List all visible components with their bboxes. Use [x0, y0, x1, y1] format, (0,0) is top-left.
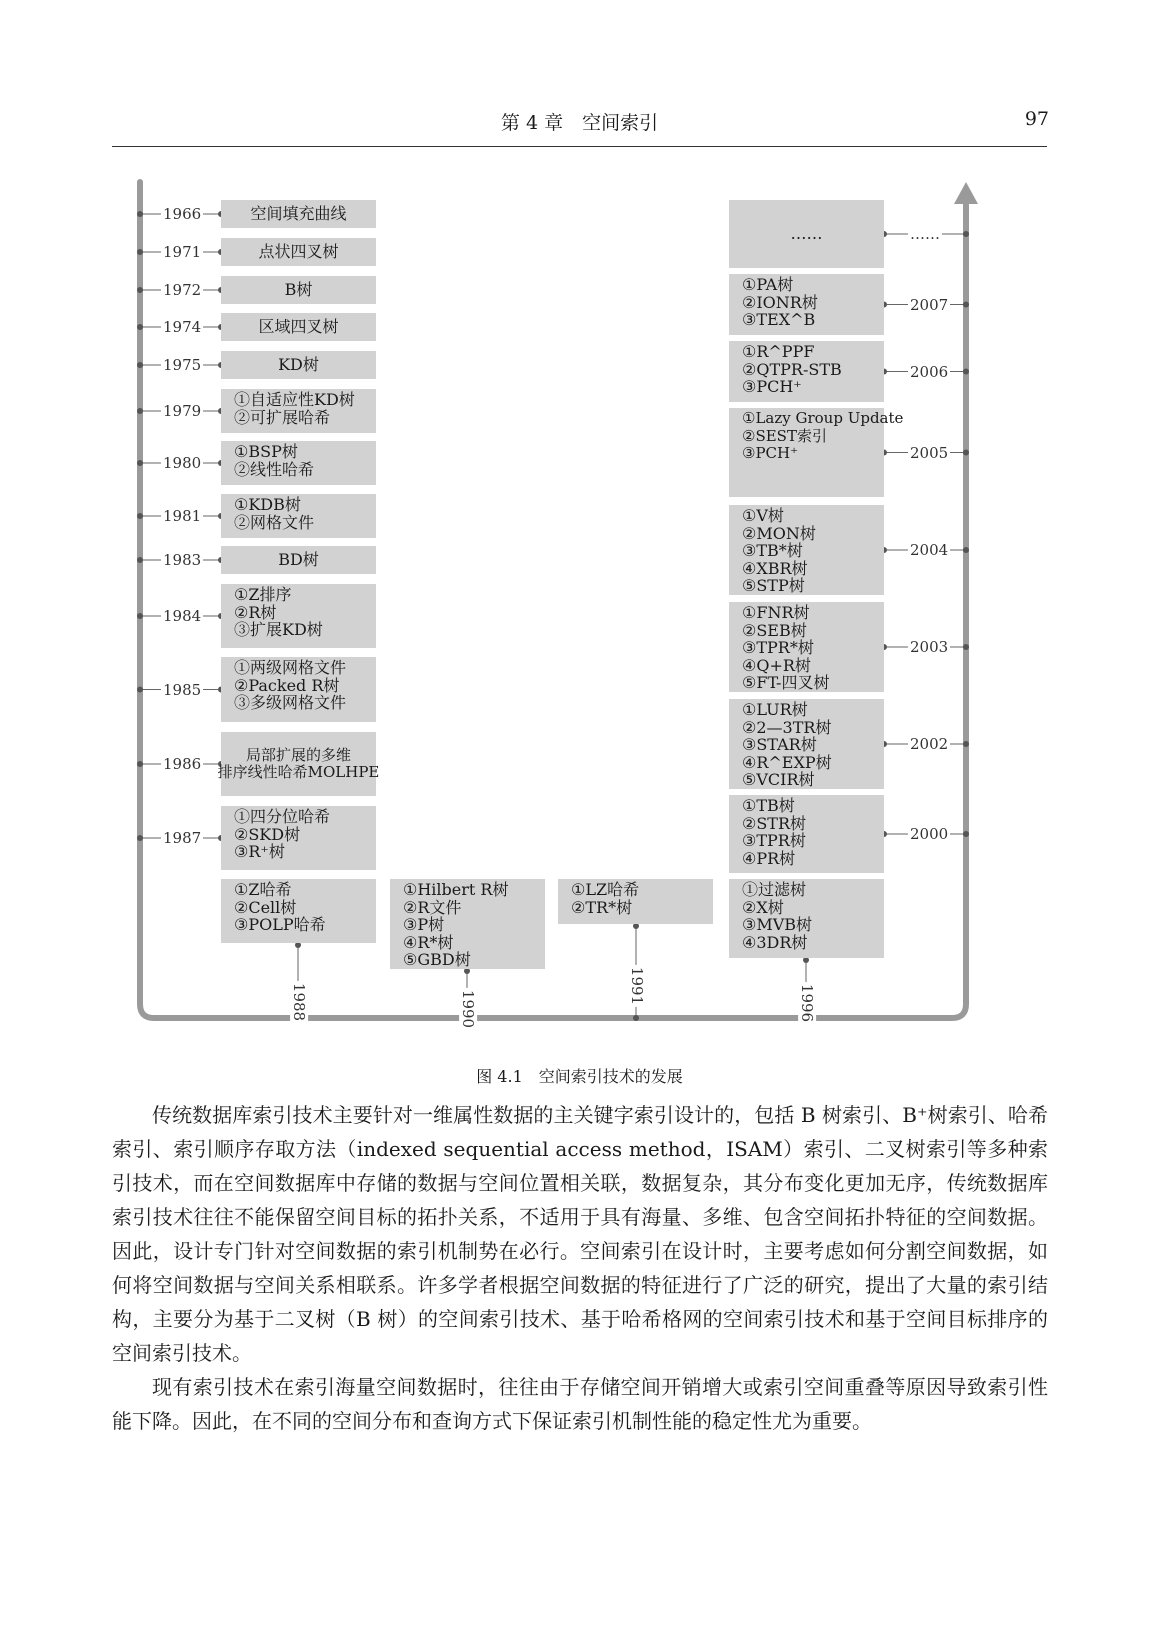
timeline-box-1979: [221, 389, 376, 433]
box-line: ……: [790, 224, 823, 244]
box-line: ③PCH⁺: [742, 377, 802, 396]
year-label-1972: 1972: [163, 281, 202, 299]
box-line: ②可扩展哈希: [234, 407, 331, 427]
box-line: ①TB树: [742, 796, 795, 815]
timeline-box-2004: [729, 505, 884, 595]
box-line: ①FNR树: [742, 603, 810, 622]
box-line: 区域四叉树: [258, 317, 339, 337]
tick-dot: [963, 302, 969, 308]
box-line: ①过滤树: [742, 880, 807, 899]
year-label-1983: 1983: [163, 551, 202, 569]
year-label-1966: 1966: [163, 205, 202, 223]
box-line: ②线性哈希: [234, 459, 315, 479]
tick-dot: [137, 460, 143, 466]
tick-dot: [137, 761, 143, 767]
box-line: 排序线性哈希MOLHPE: [217, 763, 380, 781]
box-line: ⑤GBD树: [403, 950, 471, 969]
box-line: ④3DR树: [742, 932, 808, 952]
tick-dot: [137, 687, 143, 693]
timeline-box-1990: [390, 879, 545, 969]
timeline-box-more: [729, 200, 884, 268]
tick-dot: [963, 644, 969, 650]
box-line: ②X树: [742, 897, 784, 917]
year-label-2004: 2004: [910, 541, 949, 559]
year-label-1974: 1974: [163, 318, 202, 336]
box-line: ④R*树: [403, 932, 454, 952]
timeline-box-1984: [221, 584, 376, 648]
year-label-2000: 2000: [910, 825, 949, 843]
box-line: 空间填充曲线: [250, 204, 347, 224]
box-line: ②SEB树: [742, 620, 807, 640]
timeline-box-2005: [729, 408, 904, 497]
box-line: KD树: [278, 355, 319, 375]
tick-dot: [963, 231, 969, 237]
box-line: BD树: [278, 550, 319, 570]
box-line: ①Lazy Group Update: [742, 409, 904, 427]
figure-caption: 图 4.1 空间索引技术的发展: [476, 1067, 683, 1086]
timeline-box-2003: [729, 602, 884, 692]
box-line: ④PR树: [742, 848, 796, 868]
timeline-box-2000: [729, 795, 884, 873]
year-label-2003: 2003: [910, 638, 949, 656]
box-line: ①PA树: [742, 275, 794, 294]
timeline-box-1966: [221, 200, 376, 228]
box-line: ②TR*树: [571, 897, 633, 917]
box-line: ⑤VCIR树: [742, 770, 815, 789]
box-line: ②2—3TR树: [742, 717, 832, 737]
box-line: ①两级网格文件: [234, 658, 347, 677]
timeline-box-1987: [221, 806, 376, 870]
body-text: [112, 1098, 1048, 1438]
box-line: B树: [284, 280, 313, 300]
box-line: ①四分位哈希: [234, 807, 331, 826]
box-line: ②Packed R树: [234, 675, 340, 695]
box-line: ①Z哈希: [234, 880, 292, 899]
year-label-1991: 1991: [628, 966, 647, 1006]
box-line: ③POLP哈希: [234, 915, 326, 934]
year-label-1979: 1979: [163, 402, 202, 420]
tick-dot: [137, 613, 143, 619]
year-label-2007: 2007: [910, 295, 949, 314]
year-label-1986: 1986: [163, 755, 202, 773]
box-line: ②网格文件: [234, 512, 315, 532]
year-label-1990: 1990: [459, 989, 478, 1028]
tick-dot: [137, 211, 143, 217]
box-line: ①KDB树: [234, 495, 301, 514]
box-line: ③TPR*树: [742, 638, 814, 657]
box-line: ⑤STP树: [742, 576, 805, 595]
year-label-1988: 1988: [290, 982, 309, 1021]
year-label-1996: 1996: [798, 983, 817, 1023]
paragraph-1: 传统数据库索引技术主要针对一维属性数据的主关键字索引设计的，包括 B 树索引、B⁺树索引、哈希索引、索引顺序存取方法（indexed sequential access method，ISAM）索引、二叉树索引等多种索引技术，而在空间数据库中存储的数据与空间位置相关联，数据复杂，其分布变化更加无序，传统数据库索引技术往往不能保留空间目标的拓扑关系，不适用于具有海量、多维、包含空间拓扑特征的空间数据。因此，设计专门针对空间数据的索引机制势在必行。空间索引在设计时，主要考虑如何分割空间数据，如何将空间数据与空间关系相联系。许多学者根据空间数据的特征进行了广泛的研究，提出了大量的索引结构，主要分为基于二叉树（B 树）的空间索引技术、基于哈希格网的空间索引技术和基于空间目标排序的空间索引技术。: [112, 1103, 1048, 1365]
box-line: ②SKD树: [234, 824, 301, 844]
box-line: ①Z排序: [234, 585, 292, 604]
timeline-box-1986: [217, 732, 380, 796]
year-label-1980: 1980: [163, 454, 202, 472]
year-label-1987: 1987: [163, 829, 202, 847]
tick-dot: [137, 513, 143, 519]
axis-arrow-icon: [954, 182, 978, 204]
box-line: ③P树: [403, 915, 445, 934]
box-line: ①自适应性KD树: [234, 390, 355, 409]
box-line: ②QTPR-STB: [742, 359, 842, 379]
tick-dot: [963, 369, 969, 375]
box-line: ③R⁺树: [234, 842, 285, 861]
box-line: ②SEST索引: [742, 426, 827, 445]
box-line: ④Q+R树: [742, 655, 811, 675]
tick-dot: [137, 249, 143, 255]
tick-dot: [963, 547, 969, 553]
year-label-1971: 1971: [163, 243, 202, 261]
year-label-1975: 1975: [163, 356, 202, 374]
box-line: ①BSP树: [234, 442, 298, 461]
box-line: ①R^PPF: [742, 342, 815, 361]
box-line: ④R^EXP树: [742, 752, 832, 772]
box-line: ②R树: [234, 602, 277, 622]
year-label-more: ……: [910, 225, 940, 243]
timeline-box-2007: [729, 274, 884, 335]
timeline-box-1971: [221, 238, 376, 266]
timeline-box-2002: [729, 699, 884, 789]
tick-dot: [137, 557, 143, 563]
box-line: ③TEX^B: [742, 310, 816, 329]
year-label-1985: 1985: [163, 680, 202, 699]
timeline-box-1972: [221, 276, 376, 304]
tick-dot: [963, 831, 969, 837]
tick-dot: [963, 741, 969, 747]
paragraph-2: 现有索引技术在索引海量空间数据时，往往由于存储空间开销增大或索引空间重叠等原因导致索引性能下降。因此，在不同的空间分布和查询方式下保证索引机制性能的稳定性尤为重要。: [112, 1375, 1048, 1433]
box-line: ②IONR树: [742, 292, 818, 312]
box-line: ①V树: [742, 506, 784, 525]
tick-dot: [137, 835, 143, 841]
timeline-box-1996: [729, 879, 884, 958]
tick-dot: [137, 408, 143, 414]
timeline-box-1991: [558, 879, 713, 924]
box-line: ②R文件: [403, 897, 462, 917]
box-line: 点状四叉树: [258, 242, 339, 262]
box-line: ③TB*树: [742, 541, 803, 560]
box-line: ③PCH⁺: [742, 444, 799, 462]
box-line: ②STR树: [742, 813, 807, 833]
box-line: ③TPR树: [742, 831, 806, 850]
box-line: ③扩展KD树: [234, 620, 323, 639]
box-line: 局部扩展的多维: [245, 745, 351, 764]
box-line: ①LUR树: [742, 700, 808, 719]
box-line: ①LZ哈希: [571, 880, 640, 899]
box-line: ②MON树: [742, 523, 816, 543]
tick-dot: [633, 1015, 639, 1021]
page-number: 97: [1024, 108, 1049, 130]
box-line: ②Cell树: [234, 897, 297, 917]
year-label-2005: 2005: [910, 443, 949, 462]
chapter-header: 第 4 章 空间索引: [500, 112, 659, 134]
box-line: ⑤FT-四叉树: [742, 673, 830, 692]
tick-dot: [137, 362, 143, 368]
timeline-box-1981: [221, 494, 376, 538]
year-label-1981: 1981: [163, 507, 202, 525]
box-line: ③STAR树: [742, 735, 817, 754]
tick-dot: [963, 450, 969, 456]
year-label-2006: 2006: [910, 362, 949, 381]
tick-dot: [137, 324, 143, 330]
year-label-2002: 2002: [910, 735, 949, 753]
timeline-box-1985: [221, 657, 376, 722]
box-line: ③多级网格文件: [234, 693, 347, 712]
box-line: ③MVB树: [742, 915, 813, 934]
box-line: ④XBR树: [742, 558, 808, 578]
timeline-box-1974: [221, 313, 376, 341]
box-line: ①Hilbert R树: [403, 880, 509, 899]
timeline-box-1983: [221, 546, 376, 574]
timeline-box-1980: [221, 441, 376, 485]
timeline-box-1988: [221, 879, 376, 943]
timeline-box-1975: [221, 351, 376, 379]
tick-dot: [137, 287, 143, 293]
timeline-box-2006: [729, 341, 884, 402]
year-label-1984: 1984: [163, 607, 202, 625]
